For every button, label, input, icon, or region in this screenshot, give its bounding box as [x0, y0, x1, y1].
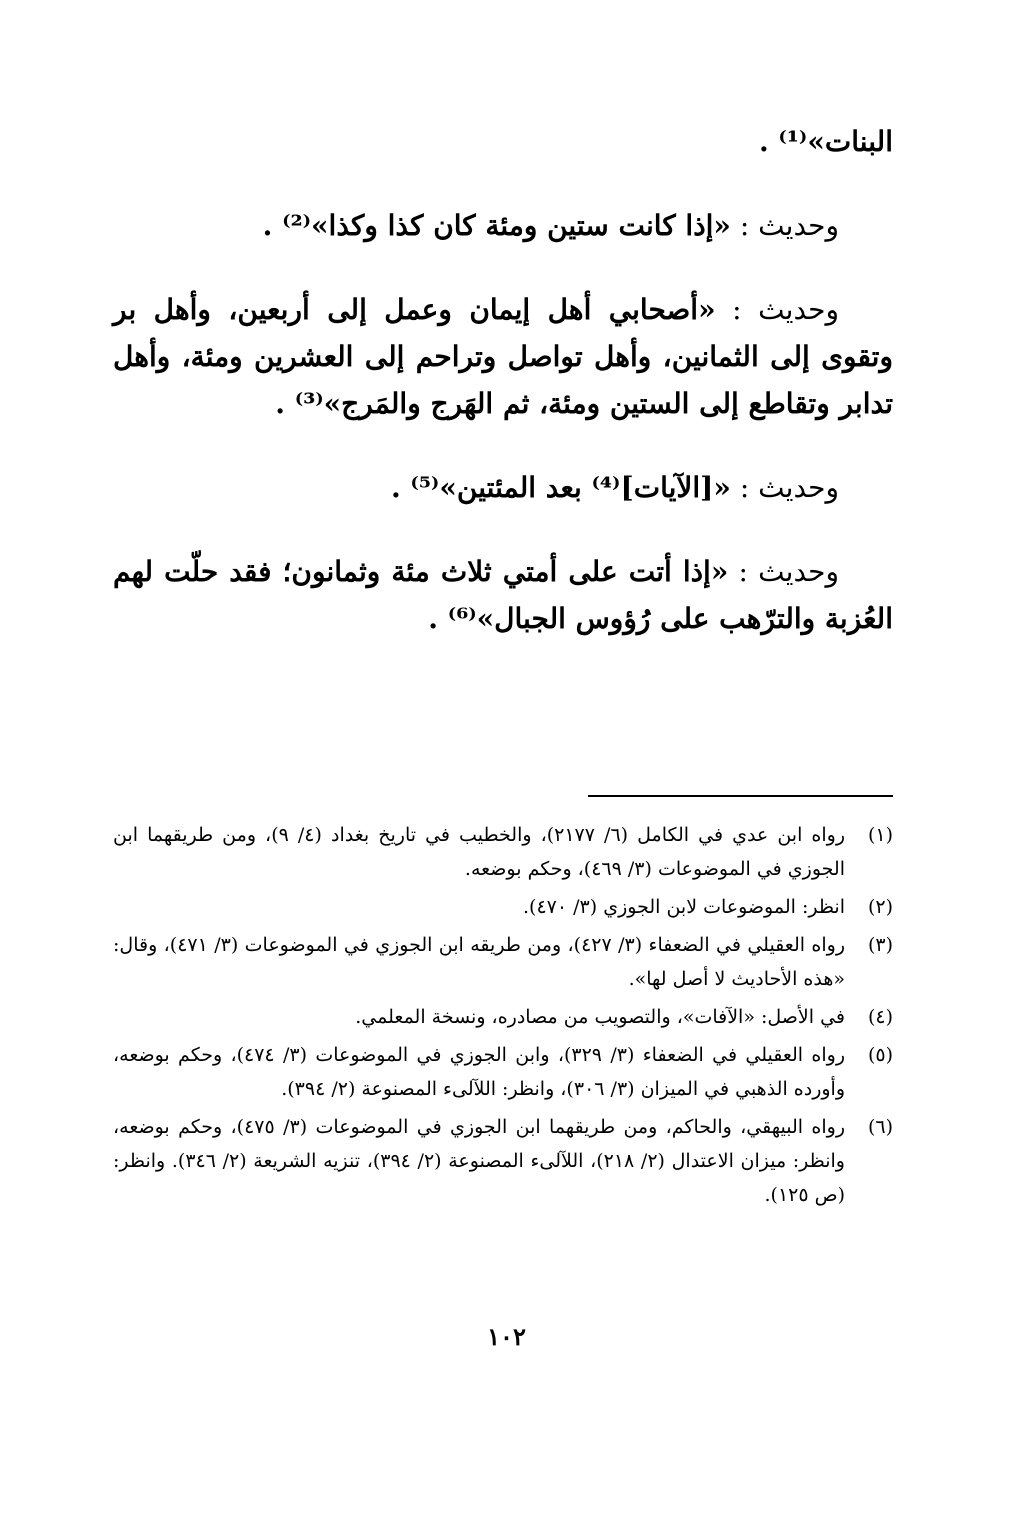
paragraph-1 — [113, 118, 893, 165]
paragraph-lead: وحديث : — [728, 555, 839, 588]
footnote-text: رواه ابن عدي في الكامل (٦/ ٢١٧٧)، والخطيب في تاريخ بغداد (٤/ ٩)، ومن طريقهما ابن الجوزي في الموضوعات (٣/ ٤٦٩)، وحكم بوضعه. — [113, 824, 845, 880]
footnote-number: (٢) — [867, 896, 893, 918]
footnote-3 — [113, 928, 893, 996]
paragraph-lead: وحديث : — [730, 209, 839, 242]
footnote-number: (٣) — [867, 934, 893, 956]
paragraph-text: «إذا كانت ستين ومئة كان كذا وكذا»⁽²⁾ . — [262, 209, 731, 242]
paragraph-lead: وحديث : — [730, 471, 839, 504]
paragraph-5 — [113, 548, 893, 642]
paragraph-lead: وحديث : — [715, 293, 839, 326]
footnote-text: رواه البيهقي، والحاكم، ومن طريقهما ابن الجوزي في الموضوعات (٣/ ٤٧٥)، وحكم بوضعه، وانظر: ميزان الاعتدال (٢/ ٢١٨)، اللآلىء المصنوعة (٢/ ٣٩٤)، تنزيه الشريعة (٢/ ٣٤٦). وانظر: (ص ١٢٥). — [113, 1116, 845, 1206]
footnote-text: انظر: الموضوعات لابن الجوزي (٣/ ٤٧٠). — [523, 896, 845, 918]
paragraph-3 — [113, 286, 893, 427]
footnote-text: رواه العقيلي في الضعفاء (٣/ ٣٢٩)، وابن الجوزي في الموضوعات (٣/ ٤٧٤)، وحكم بوضعه، وأورده الذهبي في الميزان (٣/ ٣٠٦)، وانظر: اللآلىء المصنوعة (٢/ ٣٩٤). — [113, 1044, 845, 1100]
footnote-number: (٥) — [867, 1044, 893, 1066]
footnote-number: (٤) — [867, 1006, 893, 1028]
page-number: ١٠٢ — [487, 1322, 526, 1351]
footnote-2 — [113, 890, 893, 924]
paragraph-2 — [113, 202, 893, 249]
paragraph-text: «أصحابي أهل إيمان وعمل إلى أربعين، وأهل بر وتقوى إلى الثمانين، وأهل تواصل وتراحم إلى العشرين ومئة، وأهل تدابر وتقاطع إلى الستين ومئة، ثم الهَرج والمَرج»⁽³⁾ . — [113, 293, 893, 420]
paragraph-4 — [113, 464, 893, 511]
footnote-text: رواه العقيلي في الضعفاء (٣/ ٤٢٧)، ومن طريقه ابن الجوزي في الموضوعات (٣/ ٤٧١)، وقال: «هذه الأحاديث لا أصل لها». — [113, 934, 846, 990]
main-text — [113, 118, 893, 679]
paragraph-text: «إذا أتت على أمتي ثلاث مئة وثمانون؛ فقد حلّت لهم العُزبة والترّهب على رُؤوس الجبال»⁽⁶⁾ . — [113, 555, 893, 635]
footnote-divider — [588, 795, 893, 797]
footnote-number: (٦) — [867, 1116, 893, 1138]
footnote-6 — [113, 1110, 893, 1212]
footnote-4 — [113, 1000, 893, 1034]
footnote-1 — [113, 818, 893, 886]
footnote-5 — [113, 1038, 893, 1106]
footnote-number: (١) — [867, 824, 893, 846]
paragraph-text: «[الآيات]⁽⁴⁾ بعد المئتين»⁽⁵⁾ . — [390, 471, 731, 504]
footnote-text: في الأصل: «الآفات»، والتصويب من مصادره، ونسخة المعلمي. — [355, 1006, 845, 1028]
footnotes — [113, 818, 893, 1216]
paragraph-text: البنات»⁽¹⁾ . — [758, 125, 893, 158]
